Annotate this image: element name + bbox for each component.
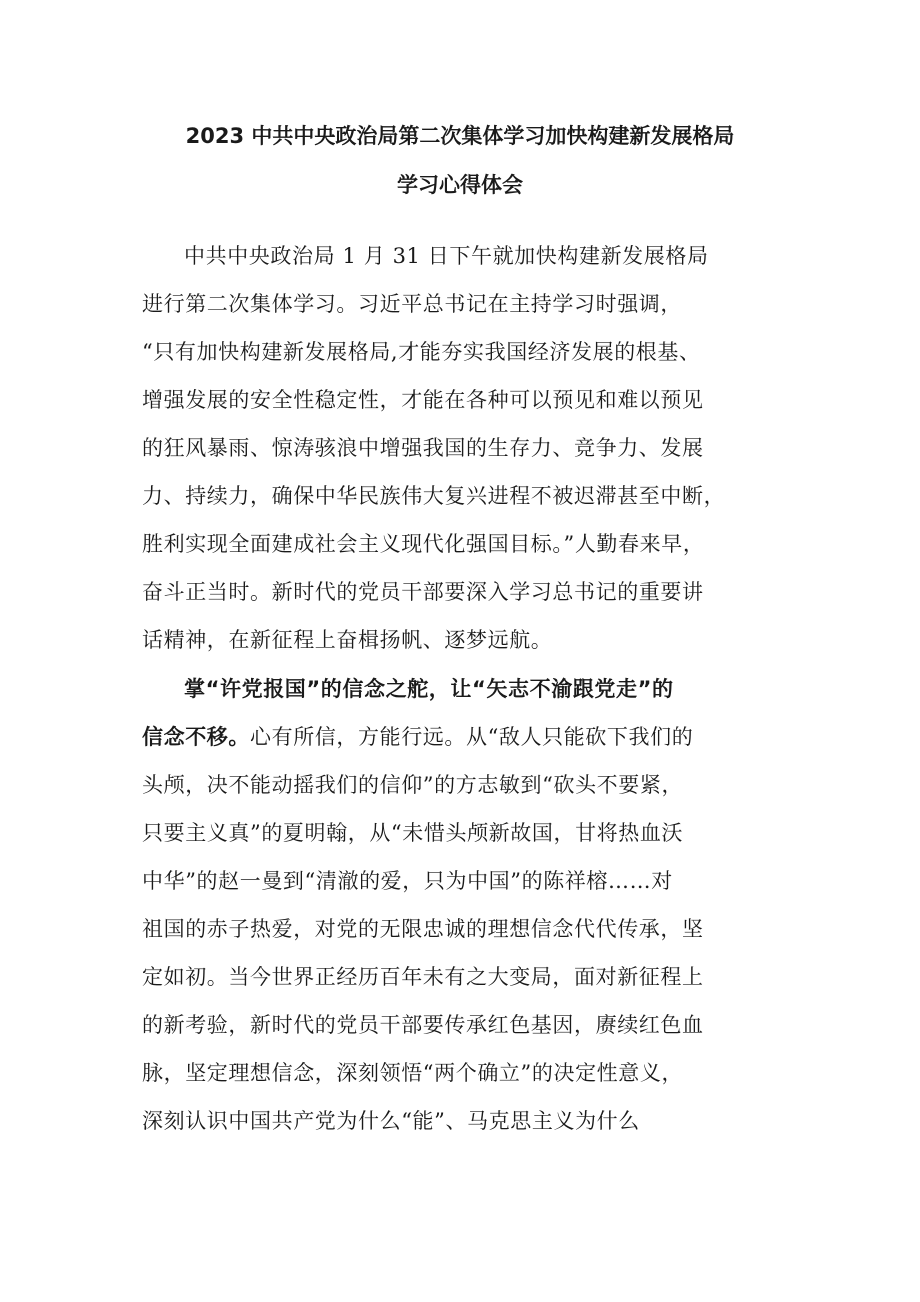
paragraph-2-line: 定如初。当今世界正经历百年未有之大变局，面对新征程上 — [142, 965, 704, 989]
paragraph-2-line: 头颅，决不能动摇我们的信仰”的方志敏到“砍头不要紧， — [142, 773, 684, 797]
paragraph-2-text: 心有所信，方能行远。从“敌人只能砍下我们的 — [250, 725, 694, 749]
document-title-line-1: 2023 中共中央政治局第二次集体学习加快构建新发展格局 — [185, 124, 735, 148]
paragraph-1-line: 奋斗正当时。新时代的党员干部要深入学习总书记的重要讲 — [142, 580, 704, 604]
paragraph-1-line: 增强发展的安全性稳定性，才能在各种可以预见和难以预见 — [142, 388, 704, 412]
paragraph-2-line: 的新考验，新时代的党员干部要传承红色基因，赓续红色血 — [142, 1013, 704, 1037]
paragraph-1-line: 力、持续力，确保中华民族伟大复兴进程不被迟滞甚至中断， — [142, 484, 726, 508]
paragraph-2-line: 脉，坚定理想信念，深刻领悟“两个确立”的决定性意义， — [142, 1061, 684, 1085]
paragraph-2-line: 祖国的赤子热爱，对党的无限忠诚的理想信念代代传承，坚 — [142, 917, 704, 941]
paragraph-2-line: 中华”的赵一曼到“清澈的爱，只为中国”的陈祥榕……对 — [142, 869, 673, 893]
document-title-line-2: 学习心得体会 — [397, 173, 523, 197]
paragraph-2-heading: 掌“许党报国”的信念之舵，让“矢志不渝跟党走”的 — [184, 677, 674, 701]
paragraph-1-line: 胜利实现全面建成社会主义现代化强国目标。”人勤春来早， — [142, 532, 705, 556]
paragraph-1-line: 话精神，在新征程上奋楫扬帆、逐梦远航。 — [142, 628, 553, 652]
paragraph-2-line — [142, 724, 693, 750]
paragraph-2-heading-end: 信念不移。 — [142, 725, 250, 749]
paragraph-1-line: 中共中央政治局 1 月 31 日下午就加快构建新发展格局 — [184, 244, 709, 268]
paragraph-1-line: 的狂风暴雨、惊涛骇浪中增强我国的生存力、竞争力、发展 — [142, 436, 704, 460]
paragraph-1-line: “只有加快构建新发展格局,才能夯实我国经济发展的根基、 — [142, 340, 701, 364]
paragraph-2-line: 只要主义真”的夏明翰，从“未惜头颅新故国，甘将热血沃 — [142, 821, 684, 845]
paragraph-2-line: 深刻认识中国共产党为什么“能”、马克思主义为什么 — [142, 1109, 640, 1133]
paragraph-1-line: 进行第二次集体学习。习近平总书记在主持学习时强调， — [142, 292, 682, 316]
